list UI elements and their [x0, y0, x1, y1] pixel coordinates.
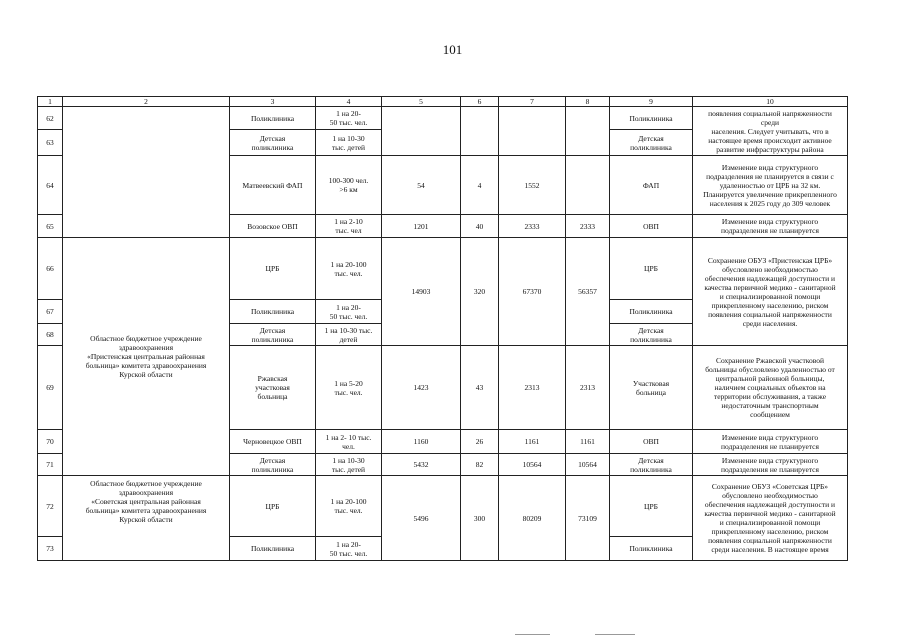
value-cell: 73109 [566, 476, 610, 561]
value-cell [382, 107, 461, 156]
row-number: 68 [38, 324, 63, 346]
value-cell [566, 107, 610, 156]
value-cell: 2313 [499, 346, 566, 430]
column-header: 10 [693, 97, 848, 107]
planned-unit: Участковая больница [610, 346, 693, 430]
population-norm: 1 на 20- 50 тыс. чел. [316, 107, 382, 130]
page-number: 101 [442, 42, 463, 57]
value-cell: 1161 [499, 430, 566, 454]
current-unit: Поликлиника [230, 107, 316, 130]
note-cell: Изменение вида структурного подразделения не планируется [693, 454, 848, 476]
column-header: 2 [63, 97, 230, 107]
planned-unit: ЦРБ [610, 238, 693, 300]
population-norm: 1 на 20-100 тыс. чел. [316, 238, 382, 300]
column-header: 6 [461, 97, 499, 107]
current-unit: Детская поликлиника [230, 130, 316, 156]
planned-unit: ЦРБ [610, 476, 693, 537]
row-number: 65 [38, 215, 63, 238]
value-cell: 1423 [382, 346, 461, 430]
row-number: 62 [38, 107, 63, 130]
value-cell [566, 156, 610, 215]
current-unit: Поликлиника [230, 537, 316, 561]
value-cell: 14903 [382, 238, 461, 346]
current-unit: Детская поликлиника [230, 454, 316, 476]
population-norm: 1 на 2-10 тыс. чел [316, 215, 382, 238]
note-cell: Сохранение ОБУЗ «Пристенская ЦРБ» обусловлено необходимостью обеспечения надлежащей доступности и качества первичной медико - санитарной и специализированной помощи прикрепленному населению, риском появления социальной напряженности среди населения. [693, 238, 848, 346]
value-cell: 56357 [566, 238, 610, 346]
planned-unit: Детская поликлиника [610, 454, 693, 476]
planned-unit: Поликлиника [610, 537, 693, 561]
population-norm: 100-300 чел. >6 км [316, 156, 382, 215]
column-header: 1 [38, 97, 63, 107]
column-header: 4 [316, 97, 382, 107]
value-cell: 2313 [566, 346, 610, 430]
value-cell: 1161 [566, 430, 610, 454]
current-unit: Поликлиника [230, 300, 316, 324]
population-norm: 1 на 10-30 тыс. детей [316, 454, 382, 476]
value-cell: 82 [461, 454, 499, 476]
current-unit: Матвеевский ФАП [230, 156, 316, 215]
org-name-sovet: Областное бюджетное учреждение здравоохранения «Советская центральная районная больница» комитета здравоохранения Курской области [63, 476, 230, 561]
value-cell: 300 [461, 476, 499, 561]
note-cell: Изменение вида структурного подразделения не планируется [693, 430, 848, 454]
population-norm: 1 на 20- 50 тыс. чел. [316, 300, 382, 324]
planned-unit: Поликлиника [610, 300, 693, 324]
planned-unit: Детская поликлиника [610, 324, 693, 346]
value-cell: 2333 [499, 215, 566, 238]
row-number: 73 [38, 537, 63, 561]
value-cell: 43 [461, 346, 499, 430]
row-number: 70 [38, 430, 63, 454]
value-cell: 10564 [499, 454, 566, 476]
value-cell: 4 [461, 156, 499, 215]
value-cell: 67370 [499, 238, 566, 346]
current-unit: Черновецкое ОВП [230, 430, 316, 454]
population-norm: 1 на 5-20 тыс. чел. [316, 346, 382, 430]
current-unit: Детская поликлиника [230, 324, 316, 346]
population-norm: 1 на 20-100 тыс. чел. [316, 476, 382, 537]
population-norm: 1 на 10-30 тыс. детей [316, 324, 382, 346]
value-cell: 1160 [382, 430, 461, 454]
row-number: 63 [38, 130, 63, 156]
note-cell: Сохранение ОБУЗ «Советская ЦРБ» обусловлено необходимостью обеспечения надлежащей доступности и качества первичной медико - санитарной и специализированной помощи прикрепленному населению, риском появления социальной напряженности среди населения. В настоящее время [693, 476, 848, 561]
org-name-cell [63, 107, 230, 238]
value-cell [461, 107, 499, 156]
org-name-pristen: Областное бюджетное учреждение здравоохранения «Пристенская центральная районная больница» комитета здравоохранения Курской области [63, 238, 230, 476]
row-number: 67 [38, 300, 63, 324]
table-row [38, 238, 848, 300]
value-cell: 54 [382, 156, 461, 215]
value-cell: 5496 [382, 476, 461, 561]
note-cell: Изменение вида структурного подразделения не планируется в связи с удаленностью от ЦРБ на 32 км. Планируется увеличение прикрепленного населения к 2025 году до 309 человек [693, 156, 848, 215]
current-unit: ЦРБ [230, 238, 316, 300]
row-number: 71 [38, 454, 63, 476]
note-cell: появления социальной напряженности среди населения. Следует учитывать, что в настоящее время происходит активное развитие инфраструктуры района [693, 107, 848, 156]
planned-unit: ОВП [610, 430, 693, 454]
planned-unit: ФАП [610, 156, 693, 215]
population-norm: 1 на 20- 50 тыс. чел. [316, 537, 382, 561]
column-number-row [38, 97, 848, 107]
column-header: 5 [382, 97, 461, 107]
row-number: 64 [38, 156, 63, 215]
row-number: 69 [38, 346, 63, 430]
value-cell: 2333 [566, 215, 610, 238]
value-cell: 80209 [499, 476, 566, 561]
value-cell: 1201 [382, 215, 461, 238]
planned-unit: Детская поликлиника [610, 130, 693, 156]
value-cell: 26 [461, 430, 499, 454]
row-number: 72 [38, 476, 63, 537]
planned-unit: ОВП [610, 215, 693, 238]
current-unit: ЦРБ [230, 476, 316, 537]
population-norm: 1 на 2- 10 тыс. чел. [316, 430, 382, 454]
table-row [38, 476, 848, 537]
value-cell [499, 107, 566, 156]
planned-unit: Поликлиника [610, 107, 693, 130]
value-cell: 5432 [382, 454, 461, 476]
column-header: 7 [499, 97, 566, 107]
population-norm: 1 на 10-30 тыс. детей [316, 130, 382, 156]
column-header: 8 [566, 97, 610, 107]
column-header: 3 [230, 97, 316, 107]
note-cell: Изменение вида структурного подразделения не планируется [693, 215, 848, 238]
value-cell: 10564 [566, 454, 610, 476]
current-unit: Возовское ОВП [230, 215, 316, 238]
row-number: 66 [38, 238, 63, 300]
value-cell: 320 [461, 238, 499, 346]
table-row [38, 107, 848, 130]
value-cell: 1552 [499, 156, 566, 215]
current-unit: Ржавская участковая больница [230, 346, 316, 430]
value-cell: 40 [461, 215, 499, 238]
scan-artifacts [0, 634, 905, 638]
facilities-table [37, 96, 848, 561]
note-cell: Сохранение Ржавской участковой больницы обусловлено удаленностью от центральной районной больницы, наличием социальных объектов на территории обслуживания, а также недостаточным транспортным сообщением [693, 346, 848, 430]
column-header: 9 [610, 97, 693, 107]
